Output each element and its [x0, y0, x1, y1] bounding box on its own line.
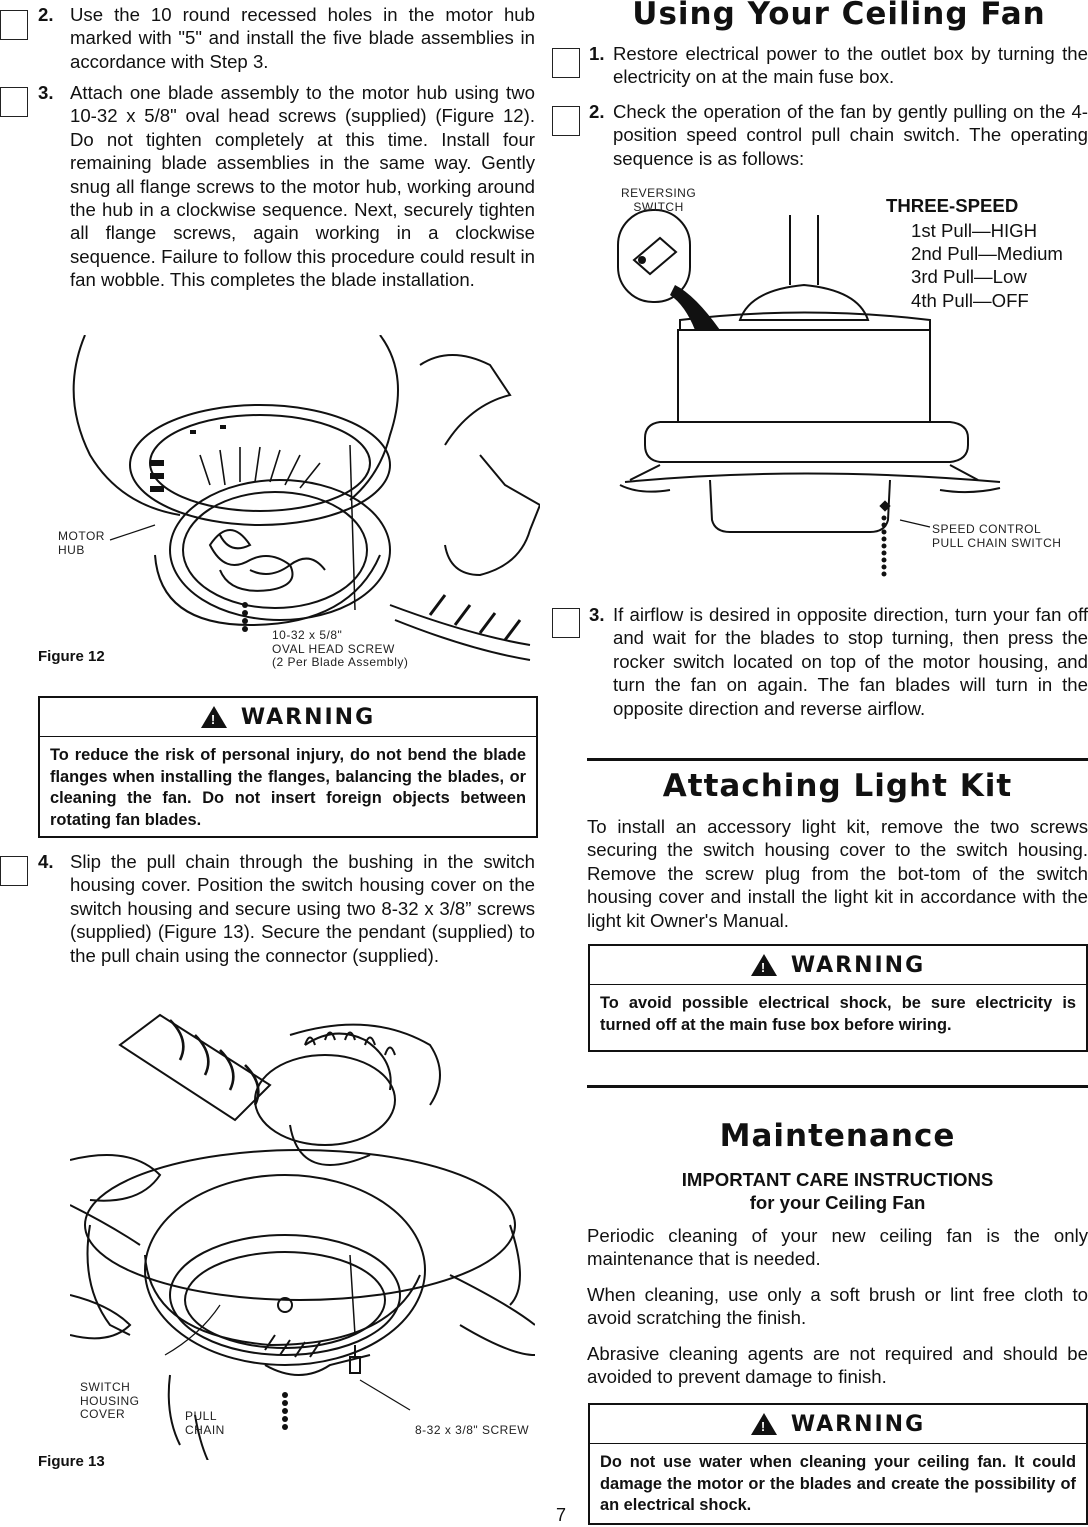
warning-title: WARNING: [790, 1411, 926, 1437]
left-step-2: 2. Use the 10 round recessed holes in the motor hub marked with "5" and install the five blade assemblies in accordance with Step 3.: [38, 4, 535, 72]
speed-sequence-list: [911, 219, 1063, 312]
figure-13-illustration: [70, 1005, 535, 1460]
step4-checkbox[interactable]: [0, 856, 28, 886]
warning-title: WARNING: [790, 952, 926, 978]
divider-rule: [587, 758, 1088, 761]
left-step-4: 4. Slip the pull chain through the bushing in the switch housing cover. Position the switch housing cover on the switch housing and secure using two 8-32 x 3/8” screws (supplied) (Figure 13). Secure the pendant (supplied) to the pull chain using the connector (supplied).: [38, 851, 535, 966]
label-motor-hub: MOTOR HUB: [58, 529, 105, 557]
using-step-1: 1. Restore electrical power to the outlet box by turning the electricity on at the main fuse box.: [589, 43, 1088, 88]
using-step2-checkbox[interactable]: [552, 106, 580, 136]
label-speed-control-pull-chain: SPEED CONTROL PULL CHAIN SWITCH: [932, 522, 1062, 550]
using-step-2: 2. Check the operation of the fan by gently pulling on the 4-position speed control pull chain switch. The operating sequence is as follows:: [589, 101, 1088, 169]
warning-box-water-cleaning: [588, 1403, 1088, 1525]
light-kit-paragraph: To install an accessory light kit, remove the two screws securing the switch housing cover to the switch housing. Remove the screw plug from the bot-tom of the switch housing cover and install the light kit in accordance with the light kit Owner's Manual.: [587, 816, 1088, 931]
figure-12-illustration: [50, 335, 540, 670]
left-step-3: 3. Attach one blade assembly to the motor hub using two 10-32 x 5/8" oval head screws (supplied) (Figure 12). Do not tighten completely at this time. Install four remaining blade assemblies in the same way. Gently snug all flange screws to the motor hub, working around the hub in a clockwise sequence. Next, securely tighten all flange screws, again working in a clockwise sequence. Failure to follow this procedure could result in fan wobble. This completes the blade installation.: [38, 82, 535, 291]
heading-maintenance: Maintenance: [719, 1118, 956, 1154]
warning-box-electrical-shock: [588, 944, 1088, 1052]
divider-rule: [587, 1085, 1088, 1088]
warning-title: WARNING: [240, 704, 376, 730]
label-switch-housing-cover: SWITCH HOUSING COVER: [80, 1380, 140, 1421]
warning-text: Do not use water when cleaning your ceiling fan. It could damage the motor or the blades and create the possibility of an electrical shock.: [600, 1453, 1076, 1514]
speed-item: 3rd Pull—Low: [911, 266, 1027, 288]
three-speed-title: THREE-SPEED: [886, 195, 1019, 216]
maintenance-paragraph-3: Abrasive cleaning agents are not required and should be avoided to prevent damage to finish.: [587, 1343, 1088, 1388]
maintenance-subheading: IMPORTANT CARE INSTRUCTIONS for your Ceiling Fan: [681, 1169, 994, 1213]
label-screw-8-32: 8-32 x 3/8" SCREW: [415, 1423, 530, 1437]
step3-checkbox[interactable]: [0, 87, 28, 117]
maintenance-paragraph-2: When cleaning, use only a soft brush or lint free cloth to avoid scratching the finish.: [587, 1284, 1088, 1329]
maintenance-paragraph-1: Periodic cleaning of your new ceiling fan is the only maintenance that is needed.: [587, 1225, 1088, 1270]
figure-13-caption: Figure 13: [38, 1453, 105, 1470]
label-pull-chain: PULL CHAIN: [185, 1409, 225, 1437]
page-number: 7: [556, 1505, 567, 1525]
warning-text: To avoid possible electrical shock, be sure electricity is turned off at the main fuse box before wiring.: [600, 994, 1076, 1034]
figure-12-caption: Figure 12: [38, 648, 105, 665]
using-step1-checkbox[interactable]: [552, 48, 580, 78]
using-step-3: 3. If airflow is desired in opposite direction, turn your fan off and wait for the blades to stop turning, then press the rocker switch located on top of the motor housing, and turn the fan on again. The fan blades will turn in the opposite direction and reverse airflow.: [589, 604, 1088, 719]
heading-using-your-ceiling-fan: Using Your Ceiling Fan: [632, 0, 1046, 32]
warning-icon: !: [751, 1413, 777, 1435]
warning-box-blade-flanges: [38, 696, 538, 838]
heading-attaching-light-kit: Attaching Light Kit: [662, 768, 1013, 804]
speed-item: 2nd Pull—Medium: [911, 243, 1063, 265]
step2-checkbox[interactable]: [0, 10, 28, 40]
warning-text: To reduce the risk of personal injury, do not bend the blade flanges when installing the flanges, balancing the blades, or cleaning the fan. Do not insert foreign objects between rotating fan blades.: [50, 746, 526, 829]
warning-icon: !: [201, 706, 227, 728]
speed-item: 1st Pull—HIGH: [911, 220, 1038, 241]
speed-item: 4th Pull—OFF: [911, 289, 1029, 311]
warning-icon: !: [751, 954, 777, 976]
label-reversing-switch: REVERSING SWITCH: [621, 186, 697, 214]
using-step3-checkbox[interactable]: [552, 608, 580, 638]
label-oval-head-screw: 10-32 x 5/8" OVAL HEAD SCREW (2 Per Blade Assembly): [272, 628, 409, 669]
